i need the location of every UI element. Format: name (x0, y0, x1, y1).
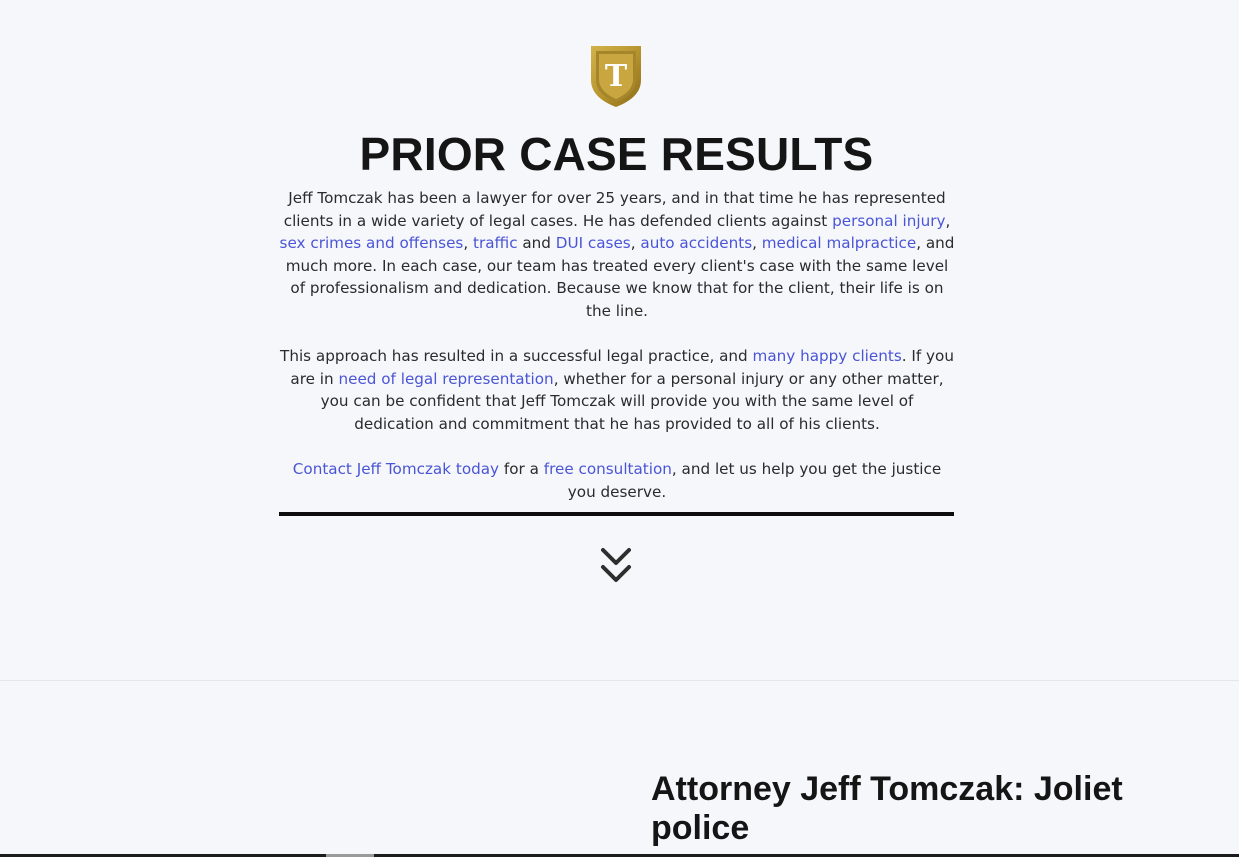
text-span: , (945, 211, 951, 230)
intro-paragraph-2 (279, 345, 955, 435)
personal-injury-link[interactable]: personal injury (832, 211, 946, 230)
text-span: This approach has resulted in a successful legal practice, and (280, 347, 753, 366)
double-chevron-down-icon[interactable] (599, 546, 633, 586)
legal-representation-link[interactable]: need of legal representation (338, 369, 554, 388)
text-span: , (752, 234, 762, 253)
text-span: for a (499, 460, 544, 479)
auto-accidents-link[interactable]: auto accidents (640, 234, 753, 253)
article-title[interactable]: Attorney Jeff Tomczak: Joliet police (651, 770, 1123, 847)
text-span: , (630, 234, 641, 253)
contact-link[interactable]: Contact Jeff Tomczak today (292, 460, 500, 479)
text-span: , and much more. In each case, our team has treated every client's case with the same level of professionalism and dedication. Because we know that for the client, their life is on the line. (285, 234, 955, 320)
happy-clients-link[interactable]: many happy clients (752, 347, 902, 366)
text-span: , (463, 234, 473, 253)
shield-logo-icon[interactable] (589, 44, 643, 108)
traffic-link[interactable]: traffic (473, 234, 518, 253)
text-span: , and let us help you get the justice you deserve. (567, 460, 942, 501)
section-rule (279, 512, 954, 516)
text-span: and (517, 234, 556, 253)
section-divider (0, 680, 1239, 681)
medical-malpractice-link[interactable]: medical malpractice (761, 234, 917, 253)
sex-crimes-link[interactable]: sex crimes and offenses (279, 234, 464, 253)
free-consultation-link[interactable]: free consultation (543, 460, 672, 479)
svg-text:T: T (604, 59, 628, 94)
intro-paragraph-1 (279, 187, 955, 323)
text-span: , whether for a personal injury or any other matter, you can be confident that Jeff Tomczak will provide you with the same level of dedication and commitment that he has provided to all of his clients. (320, 369, 944, 433)
intro-text (279, 187, 955, 526)
intro-paragraph-3 (279, 458, 955, 503)
page-title: PRIOR CASE RESULTS (359, 128, 874, 180)
text-span: . If you are in (290, 347, 954, 388)
dui-cases-link[interactable]: DUI cases (555, 234, 631, 253)
text-span: Jeff Tomczak has been a lawyer for over 25 years, and in that time he has represented clients in a wide variety of legal cases. He has defended clients against (283, 189, 946, 230)
